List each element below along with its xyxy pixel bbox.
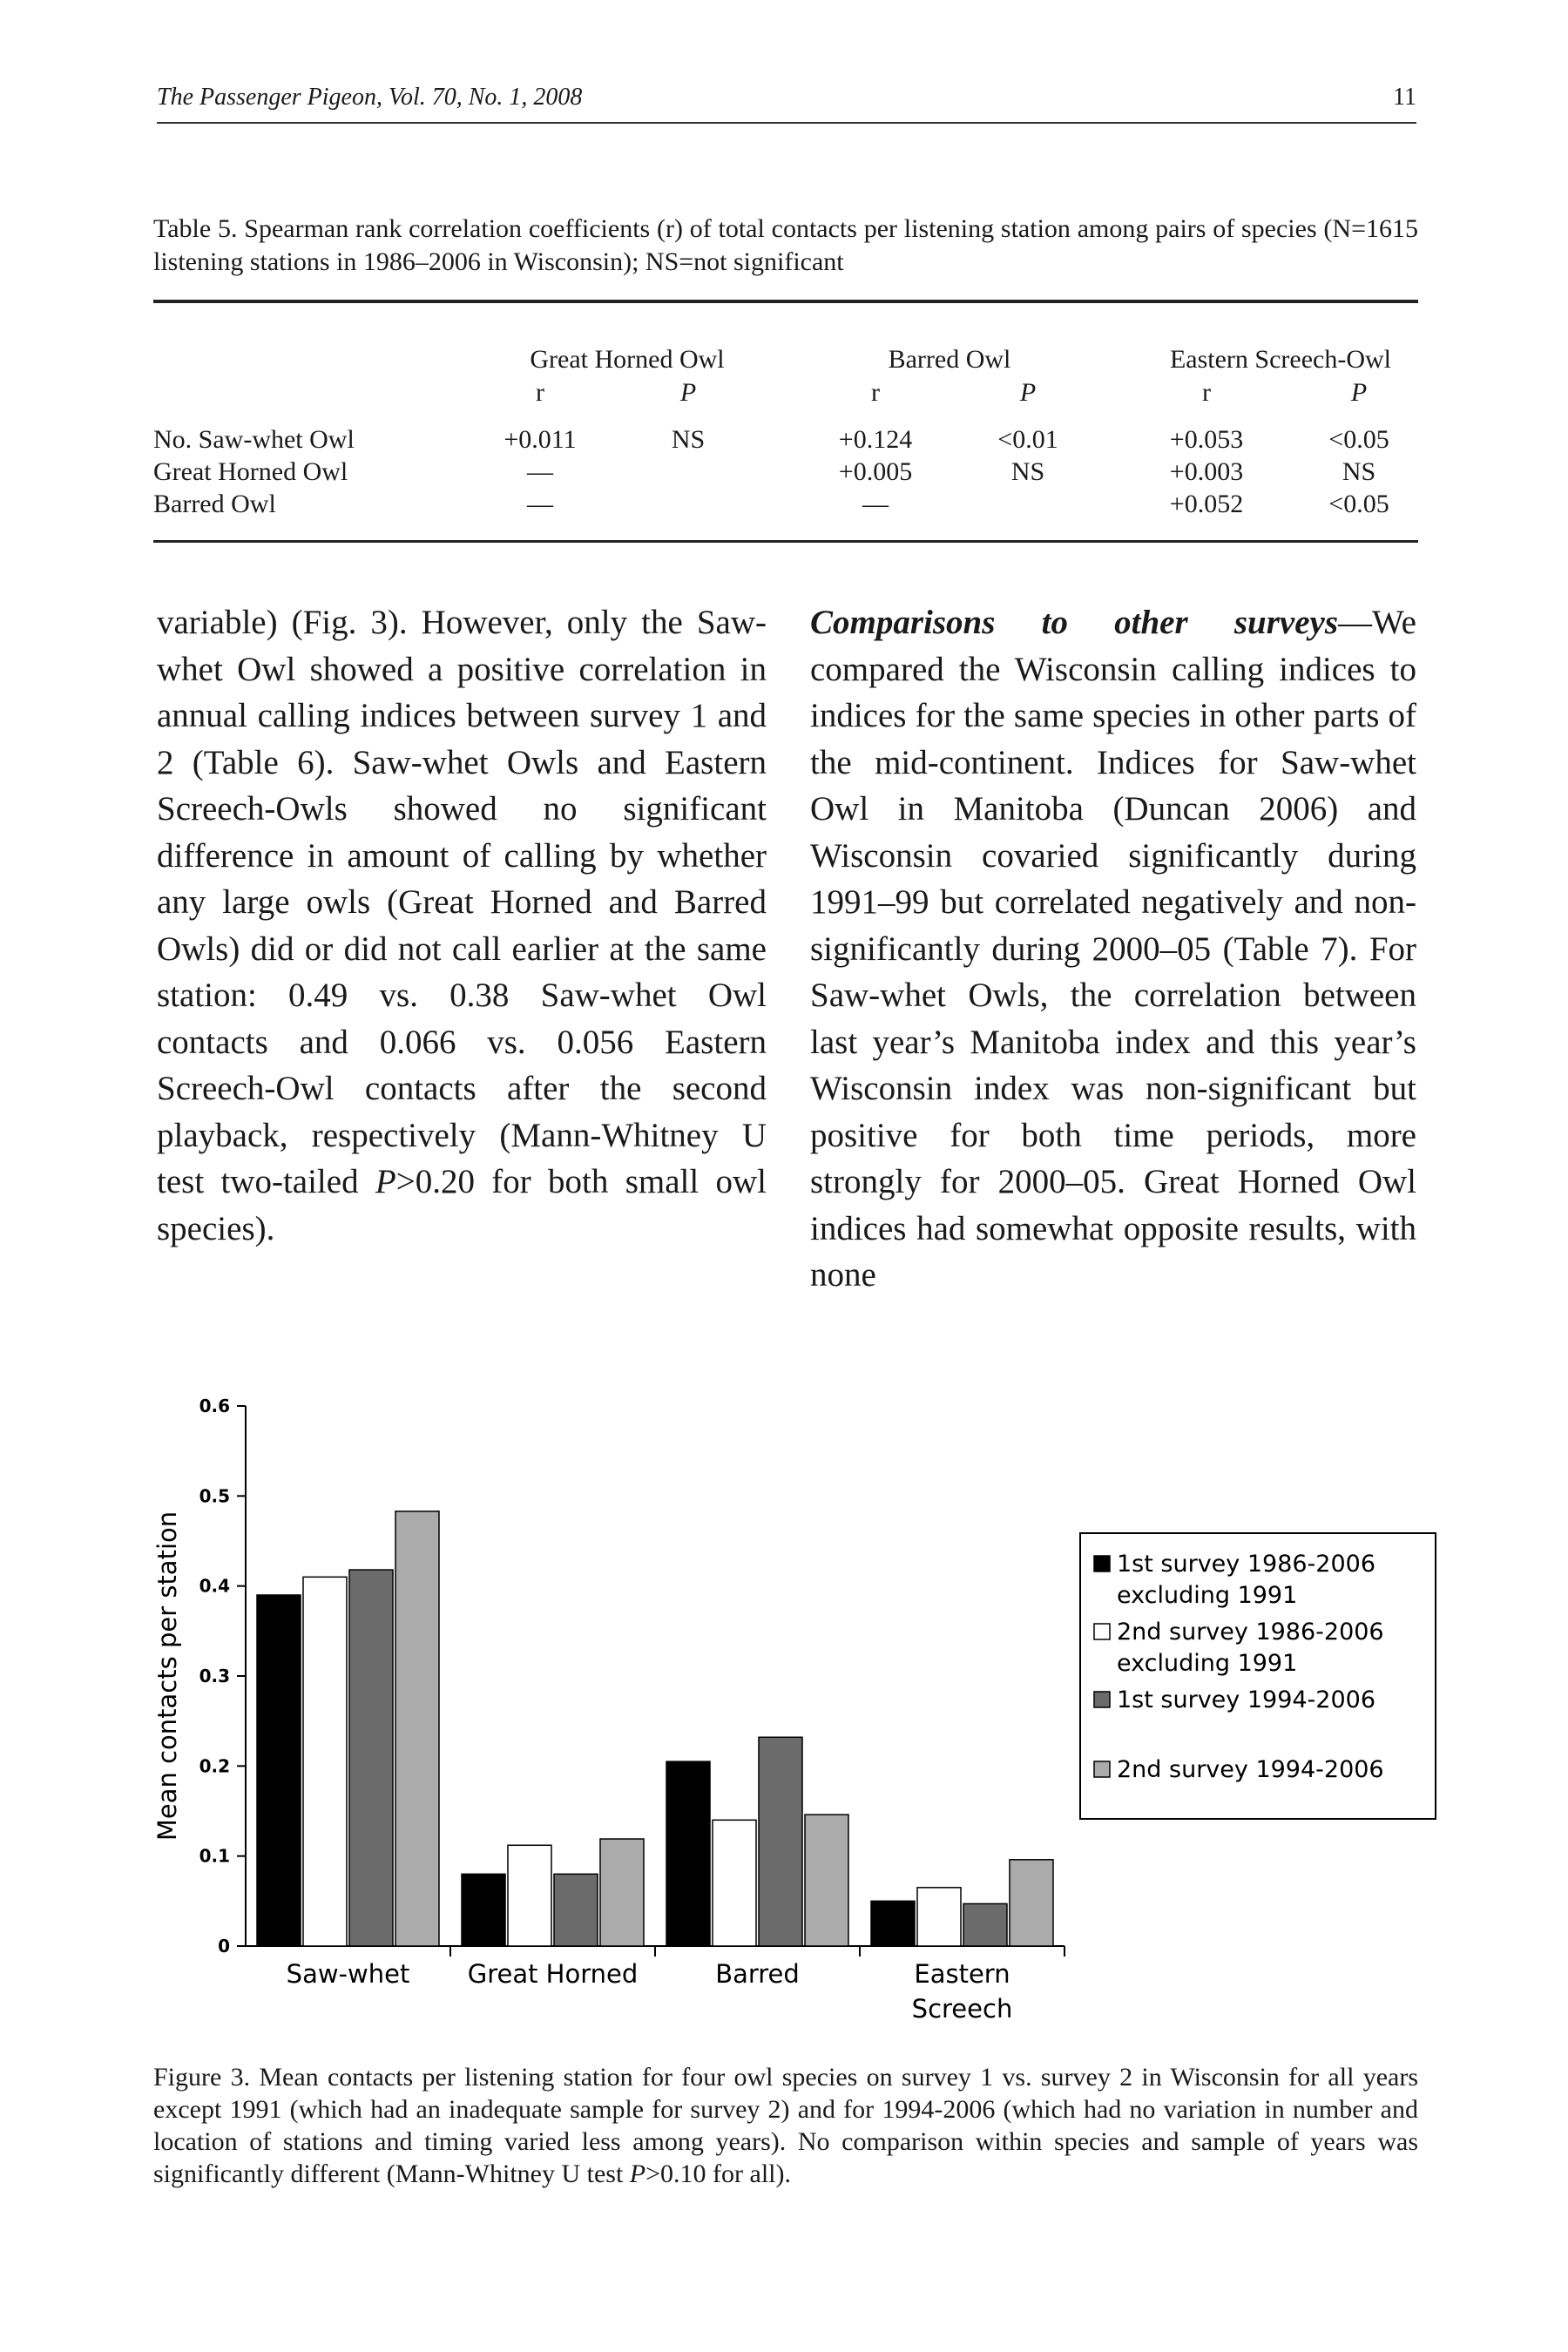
table-cell: +0.052 [1169, 490, 1244, 518]
bar [805, 1815, 848, 1946]
y-tick-label: 0.6 [199, 1396, 230, 1416]
table-cell: +0.124 [838, 425, 913, 454]
table-cell: — [862, 490, 889, 518]
legend-swatch [1094, 1692, 1110, 1707]
p-symbol: P [629, 2159, 646, 2188]
table-subheader: P [1350, 378, 1368, 407]
bar [666, 1761, 710, 1946]
bar [759, 1737, 802, 1946]
legend-swatch [1094, 1761, 1110, 1777]
bar-chart [131, 1376, 1437, 2047]
table-cell: NS [1010, 457, 1045, 486]
figure-caption [153, 2061, 1418, 2190]
legend-label: 1st survey 1986-2006 [1117, 1551, 1376, 1578]
legend-label: excluding 1991 [1117, 1650, 1298, 1677]
legend-label: excluding 1991 [1117, 1582, 1298, 1609]
table-top-rule [153, 300, 1418, 303]
table-cell: — [527, 457, 553, 486]
running-head [157, 84, 1416, 124]
body-text: variable) (Fig. 3). However, only the Saw-whet Owl showed a positive correlation in annual calling indices between survey 1 and 2 (Table 6). Saw-whet Owls and Eastern Screech-Owls showed no significant difference in amount of calling by whether any large owls (Great Horned and Barred Owls) did or did not call earlier at the same station: 0.49 vs. 0.38 Saw-whet Owl contacts and 0.066 vs. 0.056 Eastern Screech-Owl contacts after the second playback, respectively (Mann-Whitney U test two-tailed [157, 604, 767, 1200]
y-tick-label: 0.4 [199, 1575, 230, 1597]
table-group-header: Great Horned Owl [530, 345, 725, 374]
table-subheader: r [1202, 378, 1211, 407]
table-bottom-rule [153, 540, 1418, 543]
legend-swatch [1094, 1556, 1110, 1571]
y-tick-label: 0.1 [199, 1845, 230, 1867]
bar [395, 1511, 439, 1946]
y-tick-label: 0.5 [199, 1485, 230, 1507]
x-tick-label: Screech [911, 1994, 1013, 2024]
body-column-left [157, 599, 767, 1252]
table-cell: <0.01 [997, 425, 1058, 454]
bar [257, 1595, 301, 1946]
table-subheader: r [536, 378, 544, 407]
legend-swatch [1094, 1624, 1110, 1639]
table-caption: Table 5. Spearman rank correlation coefficients (r) of total contacts per listening station among pairs of species (N=1615 listening stations in 1986–2006 in Wisconsin); NS=not significant [153, 214, 1418, 276]
table-subheader: r [871, 378, 880, 407]
y-tick-label: 0.2 [199, 1755, 230, 1777]
body-text: —We compared the Wisconsin calling indices to indices for the same species in other parts of the mid-continent. Indices for Saw-whet Owl in Manitoba (Duncan 2006) and Wisconsin covaried significantly during 1991–99 but correlated negatively and non-significantly during 2000–05 (Table 7). For Saw-whet Owls, the correlation between last year’s Manitoba index and this year’s Wisconsin index was non-significant but positive for both time periods, more strongly for 2000–05. Great Horned Owl indices had somewhat opposite results, with none [810, 604, 1416, 1294]
table-cell: NS [671, 425, 706, 454]
table-cell: +0.005 [838, 457, 913, 486]
x-tick-label: Great Horned [467, 1959, 639, 1989]
bar [508, 1845, 551, 1946]
table-row-label: No. Saw-whet Owl [153, 425, 355, 454]
bar [349, 1570, 393, 1946]
table-subheader: P [1019, 378, 1037, 407]
bar [462, 1874, 505, 1946]
table-cell: <0.05 [1328, 490, 1389, 518]
bar [600, 1839, 644, 1946]
legend-label: 2nd survey 1986-2006 [1117, 1619, 1384, 1646]
section-runhead: Comparisons to other surveys [810, 604, 1338, 641]
table-group-header: Eastern Screech-Owl [1169, 345, 1392, 374]
table-cell: +0.003 [1169, 457, 1244, 486]
table-subheader: P [679, 378, 697, 407]
x-tick-label: Saw-whet [286, 1959, 410, 1989]
bar [1010, 1860, 1053, 1946]
y-axis-label: Mean contacts per station [152, 1511, 182, 1842]
table-cell: — [527, 490, 553, 518]
table-row-label: Great Horned Owl [153, 457, 348, 486]
journal-title: The Passenger Pigeon, Vol. 70, No. 1, 2008 [157, 84, 583, 111]
bar [871, 1901, 915, 1946]
caption-text: Figure 3. Mean contacts per listening station for four owl species on survey 1 vs. survey 2 in Wisconsin for all years except 1991 (which had an inadequate sample for survey 2) and for 1994-2006 (which had no variation in number and location of stations and timing varied less among years). No comparison within species and sample of years was significantly different (Mann-Whitney U test [153, 2063, 1418, 2188]
table-cell: +0.053 [1169, 425, 1244, 454]
caption-text: >0.10 for all). [645, 2159, 791, 2188]
p-symbol: P [375, 1163, 396, 1200]
y-tick-label: 0 [218, 1936, 230, 1957]
x-tick-label: Barred [715, 1959, 800, 1989]
y-tick-label: 0.3 [199, 1666, 230, 1686]
bar [303, 1577, 347, 1946]
page-number: 11 [1393, 84, 1416, 111]
body-text: >0.20 for both small owl species). [157, 1163, 767, 1247]
body-column-right [810, 599, 1416, 1299]
table-row-label: Barred Owl [153, 490, 276, 518]
bar [554, 1874, 598, 1946]
legend-label: 1st survey 1994-2006 [1117, 1686, 1376, 1713]
table-group-header: Barred Owl [888, 345, 1011, 374]
bar [963, 1903, 1007, 1946]
bar [713, 1820, 756, 1946]
table-cell: +0.011 [504, 425, 577, 454]
table-cell: <0.05 [1328, 425, 1389, 454]
table-cell: NS [1342, 457, 1376, 486]
x-tick-label: Eastern [914, 1959, 1010, 1989]
bar [917, 1888, 961, 1946]
legend-label: 2nd survey 1994-2006 [1117, 1756, 1384, 1783]
